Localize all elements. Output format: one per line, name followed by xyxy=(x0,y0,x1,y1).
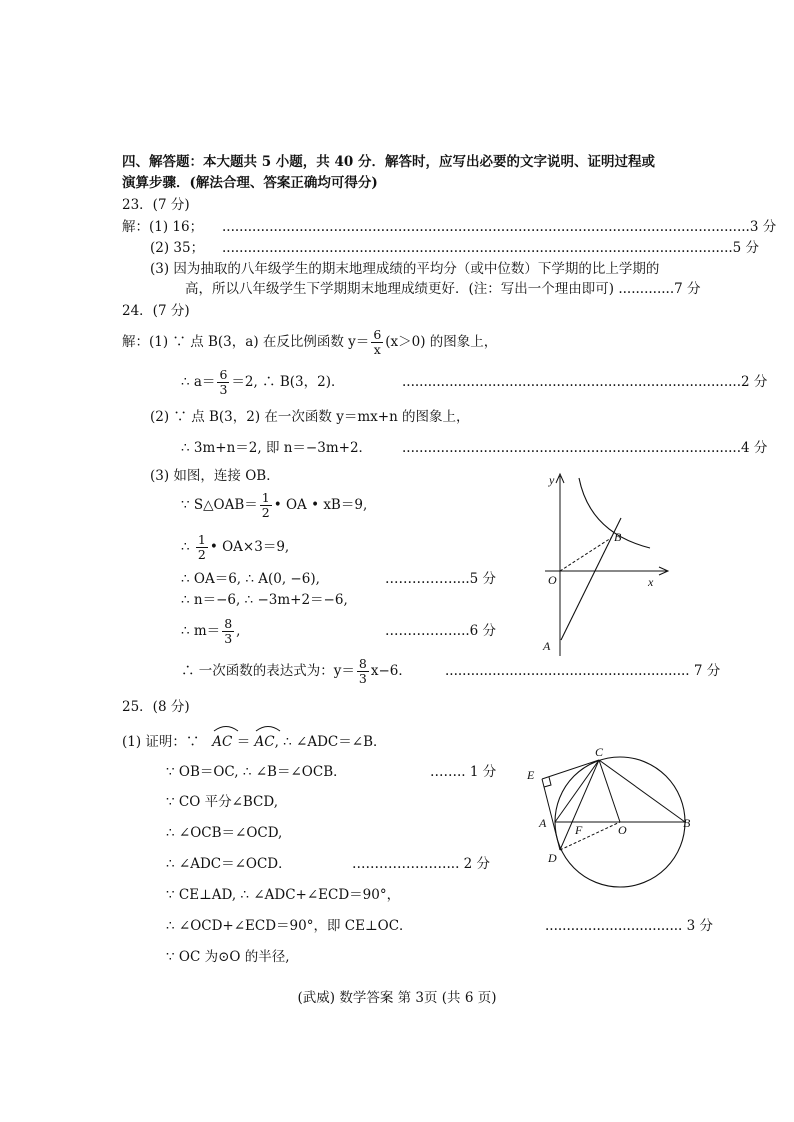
q25-proof-7: ∴ ∠OCD+∠ECD＝90°，即 CE⊥OC． xyxy=(166,918,413,934)
q24-step-7-text-a: ∴ xyxy=(181,539,194,555)
section-heading-line1: 四、解答题：本大题共 5 小题，共 40 分．解答时，应写出必要的文字说明、证明过程或 xyxy=(122,154,655,170)
fraction xyxy=(371,328,383,357)
q24-step-2 xyxy=(181,367,345,397)
page-footer: (武威) 数学答案 第 3页 (共 6 页) xyxy=(297,990,497,1006)
q25-header: 25．(8 分) xyxy=(122,699,190,715)
figure-label-f: F xyxy=(575,823,583,837)
fraction xyxy=(222,617,234,646)
q23-answer-2-label: (2) 35； xyxy=(150,240,205,256)
q23-answer-1-label: 解：(1) 16； xyxy=(122,219,204,235)
fraction xyxy=(196,533,208,562)
line-ab xyxy=(561,518,621,640)
graph-label-a: A xyxy=(543,639,551,653)
q24-step-6 xyxy=(181,490,367,520)
q24-step-6-text-a: ∵ S△OAB＝ xyxy=(181,497,258,513)
arc-ac-left-label: AC xyxy=(212,734,233,750)
q24-step-11-dots: ......................................................... 7 分 xyxy=(445,663,721,679)
segment-do xyxy=(560,822,620,850)
q23-answer-2-dots: .......................................................................................................................5 分 xyxy=(222,240,760,256)
segment-ca xyxy=(555,760,599,822)
q24-step-10-text-a: ∴ m＝ xyxy=(181,623,221,639)
graph-label-y: y xyxy=(549,473,555,487)
graph-label-o: O xyxy=(548,573,557,587)
q24-step-5: (3) 如图，连接 OB． xyxy=(150,468,280,484)
q24-step-1-text-a: 解：(1) ∵ 点 B(3，a) 在反比例函数 y＝ xyxy=(122,334,370,350)
fraction-numerator: 6 xyxy=(219,367,228,382)
q24-step-11-text-b: x−6． xyxy=(370,663,412,679)
segment-ed xyxy=(542,779,560,850)
q25-proof-1 xyxy=(122,728,387,752)
q25-circle-figure xyxy=(520,745,700,895)
q25-proof-5-dots: …………………... 2 分 xyxy=(352,856,491,872)
q23-answer-3-line2: 高，所以八年级学生下学期期末地理成绩更好．(注：写出一个理由即可) .............7 分 xyxy=(185,281,701,297)
q24-step-1-text-b: (x＞0) 的图象上， xyxy=(385,334,498,350)
fraction-denominator: 2 xyxy=(261,505,270,520)
q24-step-4-dots: ...............................................................................4 分 xyxy=(402,440,768,456)
q24-step-7-text-b: • OA×3＝9, xyxy=(209,539,290,555)
fraction-denominator: 2 xyxy=(197,547,206,562)
segment-cb xyxy=(599,760,685,822)
q24-step-10 xyxy=(181,616,240,646)
q24-step-3: (2) ∵ 点 B(3，2) 在一次函数 y＝mx+n 的图象上， xyxy=(150,409,470,425)
q24-step-2-text-a: ∴ a＝ xyxy=(181,374,216,390)
fraction xyxy=(217,368,229,397)
q25-proof-6: ∵ CE⊥AD, ∴ ∠ADC+∠ECD＝90°， xyxy=(166,887,401,903)
section-heading-line2: 演算步骤．(解法合理、答案正确均可得分) xyxy=(122,175,378,191)
q24-step-4: ∴ 3m+n＝2, 即 n＝−3m+2． xyxy=(181,440,373,456)
q24-step-2-dots: ...............................................................................2 分 xyxy=(402,374,768,390)
q23-answer-1-dots: ...........................................................................................................................3 分 xyxy=(222,219,777,235)
fraction-numerator: 1 xyxy=(197,532,206,547)
arc-ac-right xyxy=(254,728,274,752)
figure-label-e: E xyxy=(527,768,535,782)
fraction-denominator: 3 xyxy=(224,631,233,646)
figure-label-o: O xyxy=(618,823,627,837)
q24-step-1 xyxy=(122,327,497,357)
q24-function-graph xyxy=(535,468,675,658)
q24-step-2-text-b: ＝2, ∴ B(3，2)． xyxy=(231,374,345,390)
q24-step-9: ∴ n＝−6, ∴ −3m+2＝−6, xyxy=(181,592,348,608)
arc-ac-left xyxy=(212,728,232,752)
q25-proof-7-dots: ................................ 3 分 xyxy=(545,918,713,934)
fraction-numerator: 6 xyxy=(373,327,382,342)
q25-proof-2-dots: …….. 1 分 xyxy=(430,764,497,780)
q24-header: 24．(7 分) xyxy=(122,303,190,319)
fraction-numerator: 8 xyxy=(224,616,233,631)
q24-step-7 xyxy=(181,532,289,562)
q25-proof-1-text-a: (1) 证明：∵ xyxy=(122,734,200,750)
arc-ac-right-label: AC xyxy=(254,734,275,750)
figure-label-a: A xyxy=(539,816,547,830)
fraction-numerator: 8 xyxy=(358,656,367,671)
q25-proof-2: ∵ OB＝OC, ∴ ∠B＝∠OCB． xyxy=(166,764,347,780)
fraction-denominator: 3 xyxy=(358,671,367,686)
figure-label-d: D xyxy=(548,851,557,865)
q24-step-11 xyxy=(181,656,412,686)
q25-proof-3: ∵ CO 平分∠BCD, xyxy=(166,794,279,810)
q23-answer-3-line1: (3) 因为抽取的八年级学生的期末地理成绩的平均分（或中位数）下学期的比上学期的 xyxy=(150,261,660,277)
figure-label-c: C xyxy=(595,745,604,759)
fraction-denominator: x xyxy=(373,342,381,357)
q24-step-11-text-a: ∴ 一次函数的表达式为：y＝ xyxy=(181,663,355,679)
graph-label-x: x xyxy=(648,575,654,589)
q24-step-6-text-b: • OA • xB＝9, xyxy=(273,497,368,513)
q24-step-10-dots: ……………....6 分 xyxy=(385,623,497,639)
figure-label-b: B xyxy=(683,816,691,830)
segment-ce xyxy=(542,760,599,779)
fraction-denominator: 3 xyxy=(219,382,228,397)
q25-proof-5: ∴ ∠ADC＝∠OCD． xyxy=(166,856,292,872)
fraction xyxy=(260,491,272,520)
q23-answer-1 xyxy=(122,217,203,237)
fraction xyxy=(357,657,369,686)
q25-proof-4: ∴ ∠OCB＝∠OCD, xyxy=(166,825,283,841)
q24-step-10-text-b: , xyxy=(236,623,241,639)
q24-step-8: ∴ OA＝6, ∴ A(0, −6), xyxy=(181,571,320,587)
q25-proof-8: ∵ OC 为⊙O 的半径, xyxy=(166,949,290,965)
graph-label-b: B xyxy=(614,530,622,544)
q24-step-8-dots: ……………....5 分 xyxy=(385,571,497,587)
q23-header: 23．(7 分) xyxy=(122,197,190,213)
segment-co xyxy=(599,760,620,822)
fraction-numerator: 1 xyxy=(261,490,270,505)
q25-proof-1-text-b: , ∴ ∠ADC＝∠B． xyxy=(274,734,387,750)
q25-proof-1-eq: ＝ xyxy=(236,734,251,750)
